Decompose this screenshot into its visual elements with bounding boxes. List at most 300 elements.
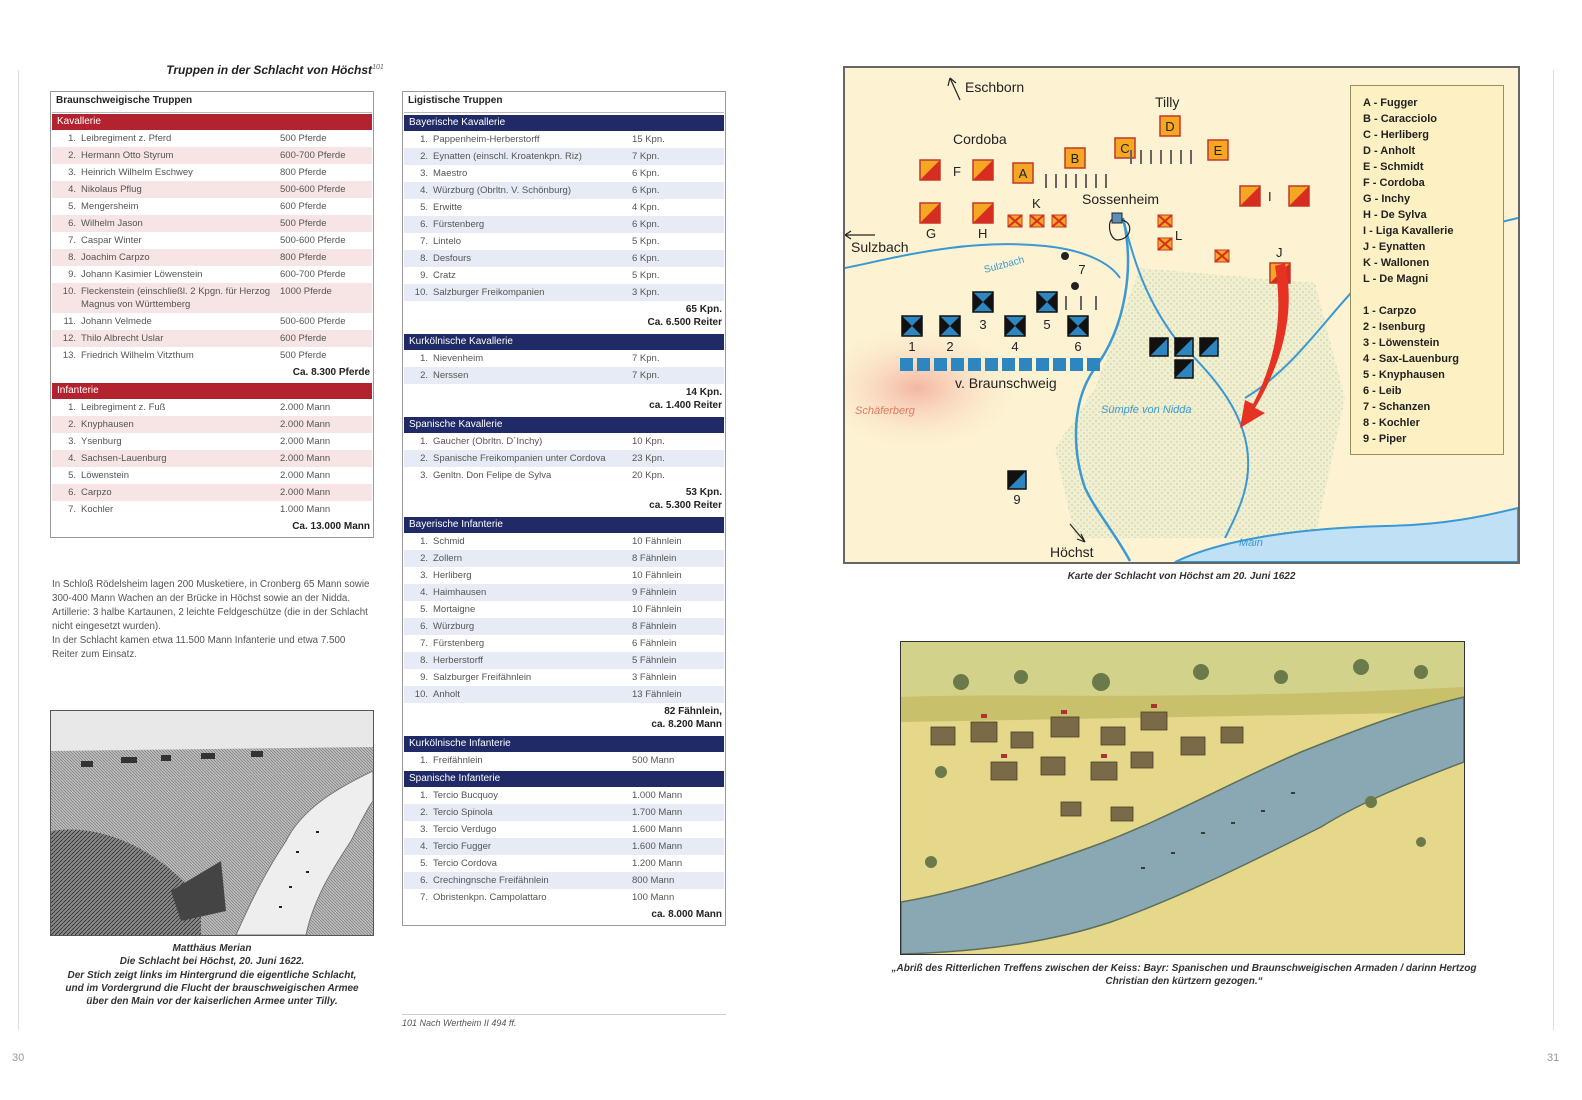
- row-number: 12.: [62, 333, 76, 344]
- row-number: 9.: [68, 269, 76, 280]
- row-name: Fürstenberg: [433, 219, 485, 230]
- legend-item: 7 - Schanzen: [1363, 401, 1431, 413]
- schanze-dot: [1071, 282, 1079, 290]
- table-row: [404, 889, 724, 906]
- row-name: Obristenkpn. Campolattaro: [433, 892, 547, 903]
- section-header: Spanische Kavallerie: [404, 417, 724, 433]
- row-number: 6.: [420, 219, 428, 230]
- row-name: Herliberg: [433, 570, 472, 581]
- unit-loewenstein: [973, 292, 993, 312]
- row-value: 2.000 Mann: [280, 453, 331, 464]
- row-number: 8.: [420, 253, 428, 264]
- unit-B: [1065, 148, 1085, 168]
- row-value: 1.600 Mann: [632, 824, 683, 835]
- map-legend: [1350, 85, 1504, 455]
- table-row: [404, 267, 724, 284]
- row-number: 1.: [420, 436, 428, 447]
- row-number: 4.: [68, 184, 76, 195]
- row-name: Thilo Albrecht Uslar: [81, 333, 164, 344]
- row-value: 23 Kpn.: [632, 453, 665, 464]
- legend-item: C - Herliberg: [1363, 129, 1430, 141]
- margin-line-right: [1553, 70, 1554, 1030]
- painting-caption: „Abriß des Ritterlichen Treffens zwischen der Keiss: Bayr: Spanischen und Braunschweigischen Armaden / darinn Hertzog Christian den kürtzern gezogen.“: [891, 963, 1477, 987]
- label-eschborn: Eschborn: [965, 79, 1025, 95]
- row-number: 11.: [63, 316, 76, 327]
- row-name: Crechingnsche Freifähnlein: [433, 875, 549, 886]
- row-number: 3.: [68, 167, 76, 178]
- section-total-line: ca. 8.000 Mann: [651, 909, 722, 920]
- footnote-separator: [402, 1014, 726, 1015]
- row-value: 500-600 Pferde: [280, 235, 346, 246]
- row-value: 10 Fähnlein: [632, 604, 682, 615]
- table-row: [52, 501, 372, 518]
- unit-letter-J: J: [1276, 245, 1283, 260]
- row-name: Herberstorff: [433, 655, 483, 666]
- row-value: 13 Fähnlein: [632, 689, 682, 700]
- section-header-infanterie: Infanterie: [52, 383, 372, 399]
- unit-de-sylva: [973, 203, 993, 223]
- unit-number-n9: 9: [1013, 492, 1021, 507]
- table-row: [52, 130, 372, 147]
- row-value: 6 Fähnlein: [632, 638, 677, 649]
- row-name: Cratz: [433, 270, 456, 281]
- label-cordoba: Cordoba: [953, 131, 1007, 147]
- row-name: Genltn. Don Felipe de Sylva: [433, 470, 552, 481]
- label-sossenheim: Sossenheim: [1082, 191, 1160, 207]
- row-number: 3.: [68, 436, 76, 447]
- row-value: 6 Kpn.: [632, 168, 660, 179]
- table-row: [404, 284, 724, 301]
- unit-E: [1208, 140, 1228, 160]
- row-value: 9 Fähnlein: [632, 587, 677, 598]
- row-number: 9.: [420, 672, 428, 683]
- row-value: 100 Mann: [632, 892, 675, 903]
- unit-number-n6: 6: [1074, 339, 1082, 354]
- legend-item: 2 - Isenburg: [1363, 321, 1426, 333]
- row-name: Löwenstein: [81, 470, 130, 481]
- row-number: 10.: [62, 286, 76, 297]
- section-total: [404, 703, 724, 734]
- table-title: Ligistische Truppen: [404, 93, 724, 113]
- legend-item: J - Eynatten: [1363, 241, 1426, 253]
- table-total: Ca. 13.000 Mann: [292, 521, 370, 532]
- legend-item: K - Wallonen: [1363, 257, 1430, 269]
- engraving-image: [51, 711, 373, 935]
- row-number: 7.: [420, 638, 428, 649]
- row-value: 7 Kpn.: [632, 151, 660, 162]
- row-value: 20 Kpn.: [632, 470, 665, 481]
- section-header-kavallerie: Kavallerie: [52, 114, 372, 130]
- row-number: 6.: [68, 487, 76, 498]
- row-name: Ysenburg: [81, 436, 122, 447]
- row-number: 5.: [420, 604, 428, 615]
- row-value: 15 Kpn.: [632, 134, 665, 145]
- row-name: Freifähnlein: [433, 755, 483, 766]
- legend-list: [1363, 95, 1503, 447]
- row-value: 1000 Pferde: [280, 286, 332, 297]
- title-text: Truppen in der Schlacht von Höchst: [166, 63, 373, 77]
- unit-cordoba-1: [920, 160, 940, 180]
- table-ligistische-truppen: [402, 91, 726, 926]
- section-total: [404, 384, 724, 415]
- table-row: [404, 450, 724, 467]
- row-value: 7 Kpn.: [632, 353, 660, 364]
- table-row: [404, 567, 724, 584]
- row-number: 2.: [420, 151, 428, 162]
- row-value: 2.000 Mann: [280, 470, 331, 481]
- row-value: 5 Kpn.: [632, 236, 660, 247]
- section-total: [404, 484, 724, 515]
- page-title: [50, 63, 500, 77]
- row-name: Tercio Bucquoy: [433, 790, 498, 801]
- row-value: 1.700 Mann: [632, 807, 683, 818]
- unit-knyphausen: [1037, 292, 1057, 312]
- unit-kochler-4: [1175, 360, 1193, 378]
- table-row: [52, 467, 372, 484]
- row-value: 3 Kpn.: [632, 287, 660, 298]
- footnote: 101 Nach Wertheim II 494 ff.: [402, 1018, 517, 1028]
- unit-letter-I: I: [1268, 189, 1272, 204]
- section-total-line: ca. 5.300 Reiter: [649, 500, 722, 511]
- merian-caption-text: Der Stich zeigt links im Hintergrund die eigentliche Schlacht, und im Vordergrund die Flucht der brauschweigischen Armee über den Main vor der kaiserlichen Armee unter Tilly.: [65, 970, 359, 1007]
- row-name: Sachsen-Lauenburg: [81, 453, 167, 464]
- row-number: 2.: [420, 807, 428, 818]
- table-row: [404, 199, 724, 216]
- unit-number-n5: 5: [1043, 317, 1051, 332]
- note-paragraph: Artillerie: 3 halbe Kartaunen, 2 leichte Feldgeschütze (die in der Schlacht nicht eingesetzt wurden).: [52, 607, 368, 632]
- row-name: Johann Kasimier Löwenstein: [81, 269, 203, 280]
- table-row: [52, 347, 372, 364]
- table-row: [52, 484, 372, 501]
- title-footnote-ref: 101: [372, 64, 384, 71]
- unit-letter-C: C: [1120, 141, 1130, 156]
- row-number: 5.: [420, 858, 428, 869]
- page-number-left: 30: [12, 1052, 25, 1064]
- section-total: [404, 906, 724, 924]
- merian-caption-name: Matthäus Merian: [172, 943, 252, 954]
- table-row: [404, 467, 724, 484]
- unit-walloon: [1052, 215, 1066, 227]
- row-number: 2.: [68, 150, 76, 161]
- unit-number-n3: 3: [979, 317, 987, 332]
- row-name: Spanische Freikompanien unter Cordova: [433, 453, 606, 464]
- table-row: [404, 250, 724, 267]
- row-name: Zollern: [433, 553, 463, 564]
- row-value: 6 Kpn.: [632, 219, 660, 230]
- table-row: [404, 216, 724, 233]
- row-name: Maestro: [433, 168, 468, 179]
- row-name: Lintelo: [433, 236, 461, 247]
- schanze-marker: [1112, 213, 1122, 223]
- table-row: [52, 450, 372, 467]
- row-number: 6.: [420, 621, 428, 632]
- row-value: 600 Pferde: [280, 333, 327, 344]
- row-value: 10 Fähnlein: [632, 536, 682, 547]
- row-value: 6 Kpn.: [632, 253, 660, 264]
- row-value: 2.000 Mann: [280, 402, 331, 413]
- unit-number-n2: 2: [946, 339, 954, 354]
- section-total-line: ca. 1.400 Reiter: [649, 400, 722, 411]
- table-row: [404, 601, 724, 618]
- legend-item: B - Caracciolo: [1363, 113, 1437, 125]
- unit-letter-L: L: [1175, 228, 1183, 243]
- row-number: 5.: [68, 470, 76, 481]
- row-name: Gaucher (Obrltn. D´Inchy): [433, 436, 543, 447]
- row-value: 4 Kpn.: [632, 202, 660, 213]
- row-name: Leibregiment z. Fuß: [81, 402, 166, 413]
- row-name: Desfours: [433, 253, 472, 264]
- page-number-right: 31: [1547, 1052, 1560, 1064]
- row-value: 500 Pferde: [280, 133, 327, 144]
- table-row: [404, 550, 724, 567]
- row-name: Hermann Otto Styrum: [81, 150, 174, 161]
- table-row: [404, 686, 724, 703]
- unit-kochler-1: [1150, 338, 1168, 356]
- row-number: 10.: [414, 689, 428, 700]
- label-sulzbach-river: Sulzbach: [982, 254, 1026, 276]
- row-name: Mengersheim: [81, 201, 139, 212]
- section-total-line: 14 Kpn.: [685, 387, 722, 398]
- row-name: Nikolaus Pflug: [81, 184, 142, 195]
- row-number: 1.: [420, 536, 428, 547]
- row-value: 8 Fähnlein: [632, 621, 677, 632]
- row-value: 800 Pferde: [280, 167, 327, 178]
- table-row: [404, 433, 724, 450]
- section-total-line: 82 Fähnlein,: [664, 706, 722, 717]
- unit-letter-K: K: [1032, 196, 1041, 211]
- unit-A: [1013, 163, 1033, 183]
- row-value: 7 Kpn.: [632, 370, 660, 381]
- table-row: [52, 249, 372, 266]
- table-row: [52, 232, 372, 249]
- row-number: 2.: [420, 453, 428, 464]
- notes-block: [52, 578, 374, 662]
- row-value: 500-600 Pferde: [280, 316, 346, 327]
- legend-item: 6 - Leib: [1363, 385, 1402, 397]
- row-name: Friedrich Wilhelm Vitzthum: [81, 350, 194, 361]
- row-name: Kochler: [81, 504, 114, 515]
- legend-item: 8 - Kochler: [1363, 417, 1420, 429]
- legend-item: G - Inchy: [1363, 193, 1411, 205]
- unit-walloon: [1215, 250, 1229, 262]
- merian-engraving: [50, 710, 374, 936]
- battle-painting: [900, 641, 1465, 955]
- row-value: 1.600 Mann: [632, 841, 683, 852]
- row-value: 2.000 Mann: [280, 487, 331, 498]
- schanze-dot: [1061, 252, 1069, 260]
- unit-isenburg: [940, 316, 960, 336]
- row-name: Caspar Winter: [81, 235, 142, 246]
- row-value: 500 Mann: [632, 755, 675, 766]
- table-row: [404, 182, 724, 199]
- row-number: 1.: [420, 755, 428, 766]
- row-value: 1.200 Mann: [632, 858, 683, 869]
- table-row: [404, 165, 724, 182]
- row-value: 10 Kpn.: [632, 436, 665, 447]
- table-row: [52, 147, 372, 164]
- painting-image: [901, 642, 1464, 954]
- row-number: 2.: [420, 370, 428, 381]
- table-braunschweig: [50, 91, 374, 538]
- section-total-line: 65 Kpn.: [685, 304, 722, 315]
- section-body: [404, 350, 724, 384]
- row-name: Eynatten (einschl. Kroatenkpn. Riz): [433, 151, 582, 162]
- table-row: [52, 433, 372, 450]
- row-number: 4.: [420, 841, 428, 852]
- table-row: [52, 399, 372, 416]
- row-value: 800 Pferde: [280, 252, 327, 263]
- row-value: 500 Pferde: [280, 218, 327, 229]
- unit-number-n1: 1: [908, 339, 916, 354]
- table-body: [52, 130, 372, 364]
- section-total-line: 53 Kpn.: [685, 487, 722, 498]
- section-body: [404, 433, 724, 484]
- row-number: 1.: [68, 133, 76, 144]
- row-value: 8 Fähnlein: [632, 553, 677, 564]
- table-row: [52, 198, 372, 215]
- table-row: [404, 855, 724, 872]
- row-name: Tercio Cordova: [433, 858, 497, 869]
- table-row: [404, 652, 724, 669]
- row-number: 5.: [68, 201, 76, 212]
- unit-walloon: [1158, 238, 1172, 250]
- table-title: Braunschweigische Truppen: [52, 93, 372, 113]
- merian-caption-title: Die Schlacht bei Höchst, 20. Juni 1622.: [119, 956, 305, 967]
- table-row: [52, 266, 372, 283]
- table-row: [52, 313, 372, 330]
- legend-item: I - Liga Kavallerie: [1363, 225, 1454, 237]
- unit-letter-G: G: [926, 226, 937, 241]
- section-total: [404, 301, 724, 332]
- row-number: 1.: [68, 402, 76, 413]
- section-total-line: Ca. 6.500 Reiter: [647, 317, 722, 328]
- row-name: Tercio Fugger: [433, 841, 492, 852]
- row-name: Carpzo: [81, 487, 112, 498]
- row-name: Anholt: [433, 689, 460, 700]
- table-row: [404, 872, 724, 889]
- table-row: [404, 584, 724, 601]
- unit-number-n4: 4: [1011, 339, 1019, 354]
- table-row: [404, 752, 724, 769]
- label-braunschweig: v. Braunschweig: [955, 375, 1057, 391]
- legend-item: 3 - Löwenstein: [1363, 337, 1440, 349]
- table-row: [404, 131, 724, 148]
- row-number: 4.: [420, 587, 428, 598]
- row-name: Pappenheim-Herberstorff: [433, 134, 540, 145]
- table-row: [52, 215, 372, 232]
- table-row: [404, 533, 724, 550]
- legend-item: A - Fugger: [1363, 97, 1418, 109]
- table-body: [404, 115, 724, 924]
- row-value: 800 Mann: [632, 875, 675, 886]
- table-row: [404, 787, 724, 804]
- row-name: Heinrich Wilhelm Eschwey: [81, 167, 193, 178]
- table-row: [404, 367, 724, 384]
- row-name: Schmid: [433, 536, 465, 547]
- row-number: 1.: [420, 353, 428, 364]
- legend-item: 9 - Piper: [1363, 433, 1407, 445]
- table-row: [404, 635, 724, 652]
- table-row: [52, 181, 372, 198]
- label-tilly: Tilly: [1155, 94, 1180, 110]
- label-hoechst: Höchst: [1050, 544, 1094, 560]
- unit-walloon: [1008, 215, 1022, 227]
- table-row: [404, 669, 724, 686]
- table-row: [404, 233, 724, 250]
- unit-carpzo: [902, 316, 922, 336]
- row-number: 7.: [68, 235, 76, 246]
- legend-item: H - De Sylva: [1363, 209, 1427, 221]
- legend-item: L - De Magni: [1363, 273, 1429, 285]
- row-name: Nerssen: [433, 370, 469, 381]
- row-value: 500 Pferde: [280, 350, 327, 361]
- unit-number-n7: 7: [1078, 262, 1086, 277]
- row-value: 600 Pferde: [280, 201, 327, 212]
- row-name: Erwitte: [433, 202, 463, 213]
- legend-item: 4 - Sax-Lauenburg: [1363, 353, 1459, 365]
- legend-item: [1363, 287, 1503, 303]
- table-row: [52, 330, 372, 347]
- row-name: Haimhausen: [433, 587, 487, 598]
- row-number: 3.: [420, 168, 428, 179]
- row-number: 9.: [420, 270, 428, 281]
- unit-kochler-3: [1200, 338, 1218, 356]
- row-number: 13.: [62, 350, 76, 361]
- table-row: [404, 350, 724, 367]
- row-value: 10 Fähnlein: [632, 570, 682, 581]
- row-name: Mortaigne: [433, 604, 476, 615]
- row-name: Knyphausen: [81, 419, 134, 430]
- section-header: Bayerische Infanterie: [404, 517, 724, 533]
- row-name: Tercio Spinola: [433, 807, 493, 818]
- legend-item: 5 - Knyphausen: [1363, 369, 1445, 381]
- unit-piper: [1008, 471, 1026, 489]
- row-number: 8.: [420, 655, 428, 666]
- section-body: [404, 131, 724, 301]
- row-name: Tercio Verdugo: [433, 824, 497, 835]
- row-value: 6 Kpn.: [632, 185, 660, 196]
- label-sulzbach: Sulzbach: [851, 239, 909, 255]
- legend-item: F - Cordoba: [1363, 177, 1425, 189]
- row-number: 1.: [420, 134, 428, 145]
- row-name: Johann Velmede: [81, 316, 152, 327]
- legend-item: E - Schmidt: [1363, 161, 1424, 173]
- table-row: [404, 821, 724, 838]
- unit-liga-kav-1: [1240, 186, 1260, 206]
- row-number: 8.: [68, 252, 76, 263]
- unit-letter-B: B: [1070, 151, 1080, 166]
- unit-cordoba-2: [973, 160, 993, 180]
- section-header: Spanische Infanterie: [404, 771, 724, 787]
- table-row: [404, 838, 724, 855]
- row-name: Nievenheim: [433, 353, 484, 364]
- table-body: [52, 399, 372, 518]
- section-header: Kurkölnische Kavallerie: [404, 334, 724, 350]
- unit-D: [1160, 116, 1180, 136]
- row-value: 500-600 Pferde: [280, 184, 346, 195]
- unit-walloon: [1030, 215, 1044, 227]
- row-number: 7.: [420, 892, 428, 903]
- row-name: Würzburg (Obrltn. V. Schönburg): [433, 185, 571, 196]
- row-value: 1.000 Mann: [632, 790, 683, 801]
- row-number: 10.: [414, 287, 428, 298]
- row-number: 6.: [68, 218, 76, 229]
- row-value: 600-700 Pferde: [280, 269, 346, 280]
- section-total-line: ca. 8.200 Mann: [651, 719, 722, 730]
- row-number: 4.: [420, 185, 428, 196]
- row-number: 7.: [420, 236, 428, 247]
- table-row: [52, 416, 372, 433]
